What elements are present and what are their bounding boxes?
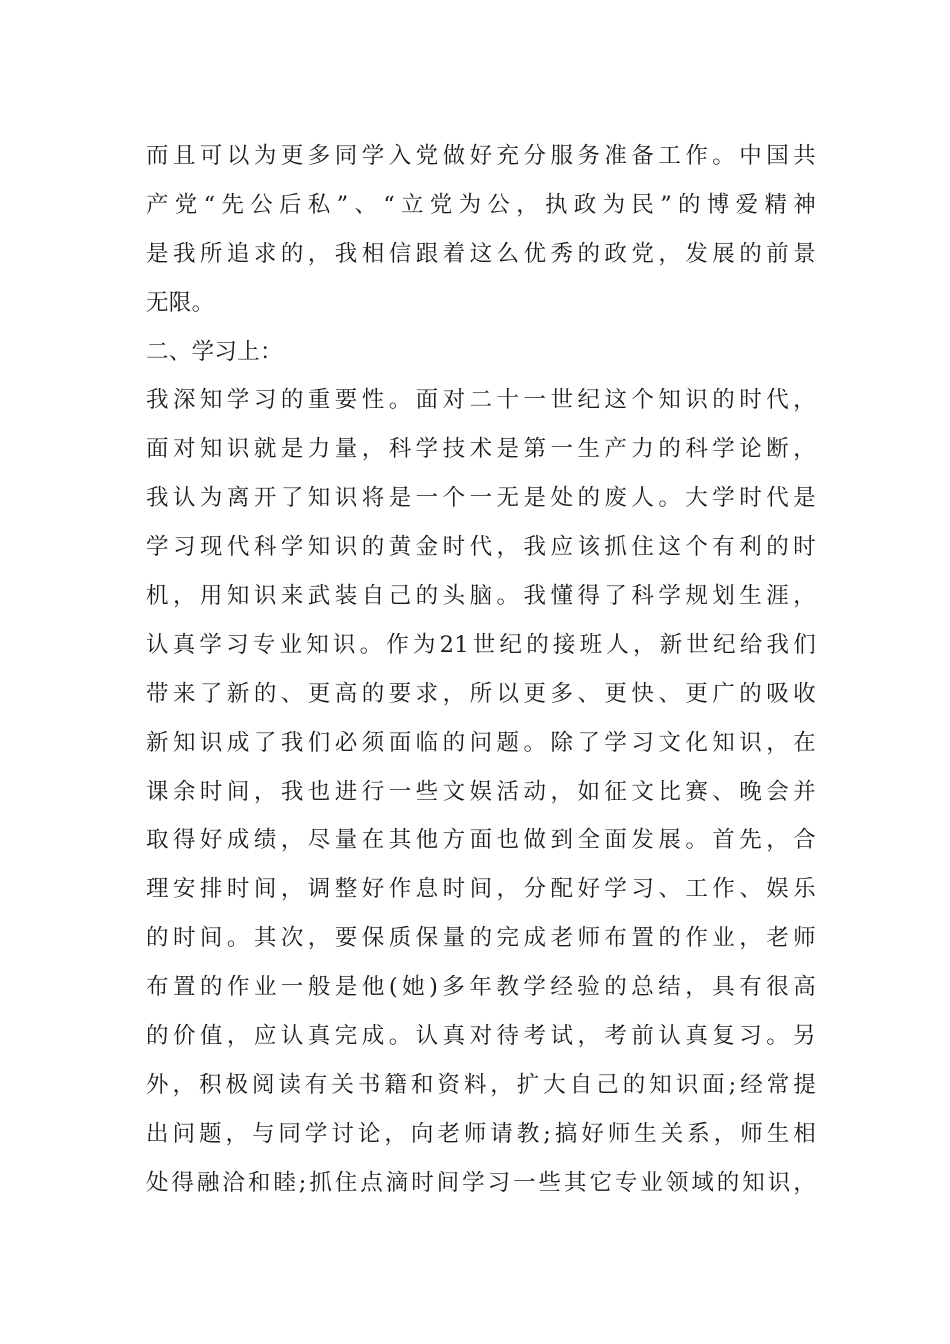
paragraph-line: 布置的作业一般是他(她)多年教学经验的总结，具有很高 xyxy=(146,974,816,1001)
paragraph-line: 我认为离开了知识将是一个一无是处的废人。大学时代是 xyxy=(146,485,816,512)
paragraph-line: 出问题，与同学讨论，向老师请教;搞好师生关系，师生相 xyxy=(146,1120,816,1147)
paragraph-line: 产党“先公后私”、“立党为公，执政为民”的博爱精神 xyxy=(146,191,816,218)
paragraph-line: 的时间。其次，要保质保量的完成老师布置的作业，老师 xyxy=(146,925,816,952)
paragraph-line: 我深知学习的重要性。面对二十一世纪这个知识的时代， xyxy=(146,387,816,414)
paragraph-line: 课余时间，我也进行一些文娱活动，如征文比赛、晚会并 xyxy=(146,778,816,805)
paragraph-line: 的价值，应认真完成。认真对待考试，考前认真复习。另 xyxy=(146,1023,816,1050)
paragraph-line: 新知识成了我们必须面临的问题。除了学习文化知识，在 xyxy=(146,729,816,756)
paragraph-line: 外，积极阅读有关书籍和资料，扩大自己的知识面;经常提 xyxy=(146,1071,816,1098)
paragraph-line: 取得好成绩，尽量在其他方面也做到全面发展。首先，合 xyxy=(146,827,816,854)
paragraph-line: 处得融洽和睦;抓住点滴时间学习一些其它专业领域的知识， xyxy=(146,1169,816,1196)
paragraph-line: 而且可以为更多同学入党做好充分服务准备工作。中国共 xyxy=(146,143,816,169)
paragraph-line: 认真学习专业知识。作为21世纪的接班人，新世纪给我们 xyxy=(146,631,816,658)
paragraph-line: 是我所追求的，我相信跟着这么优秀的政党，发展的前景 xyxy=(146,240,816,267)
paragraph-line: 机，用知识来武装自己的头脑。我懂得了科学规划生涯， xyxy=(146,583,816,610)
paragraph-line: 带来了新的、更高的要求，所以更多、更快、更广的吸收 xyxy=(146,680,816,707)
paragraph-line: 无限。 xyxy=(146,289,215,316)
paragraph-line: 学习现代科学知识的黄金时代，我应该抓住这个有利的时 xyxy=(146,534,816,561)
section-heading: 二、学习上： xyxy=(146,338,283,365)
paragraph-line: 理安排时间，调整好作息时间，分配好学习、工作、娱乐 xyxy=(146,876,816,903)
paragraph-line: 面对知识就是力量，科学技术是第一生产力的科学论断， xyxy=(146,436,816,463)
body-text xyxy=(146,132,816,1208)
